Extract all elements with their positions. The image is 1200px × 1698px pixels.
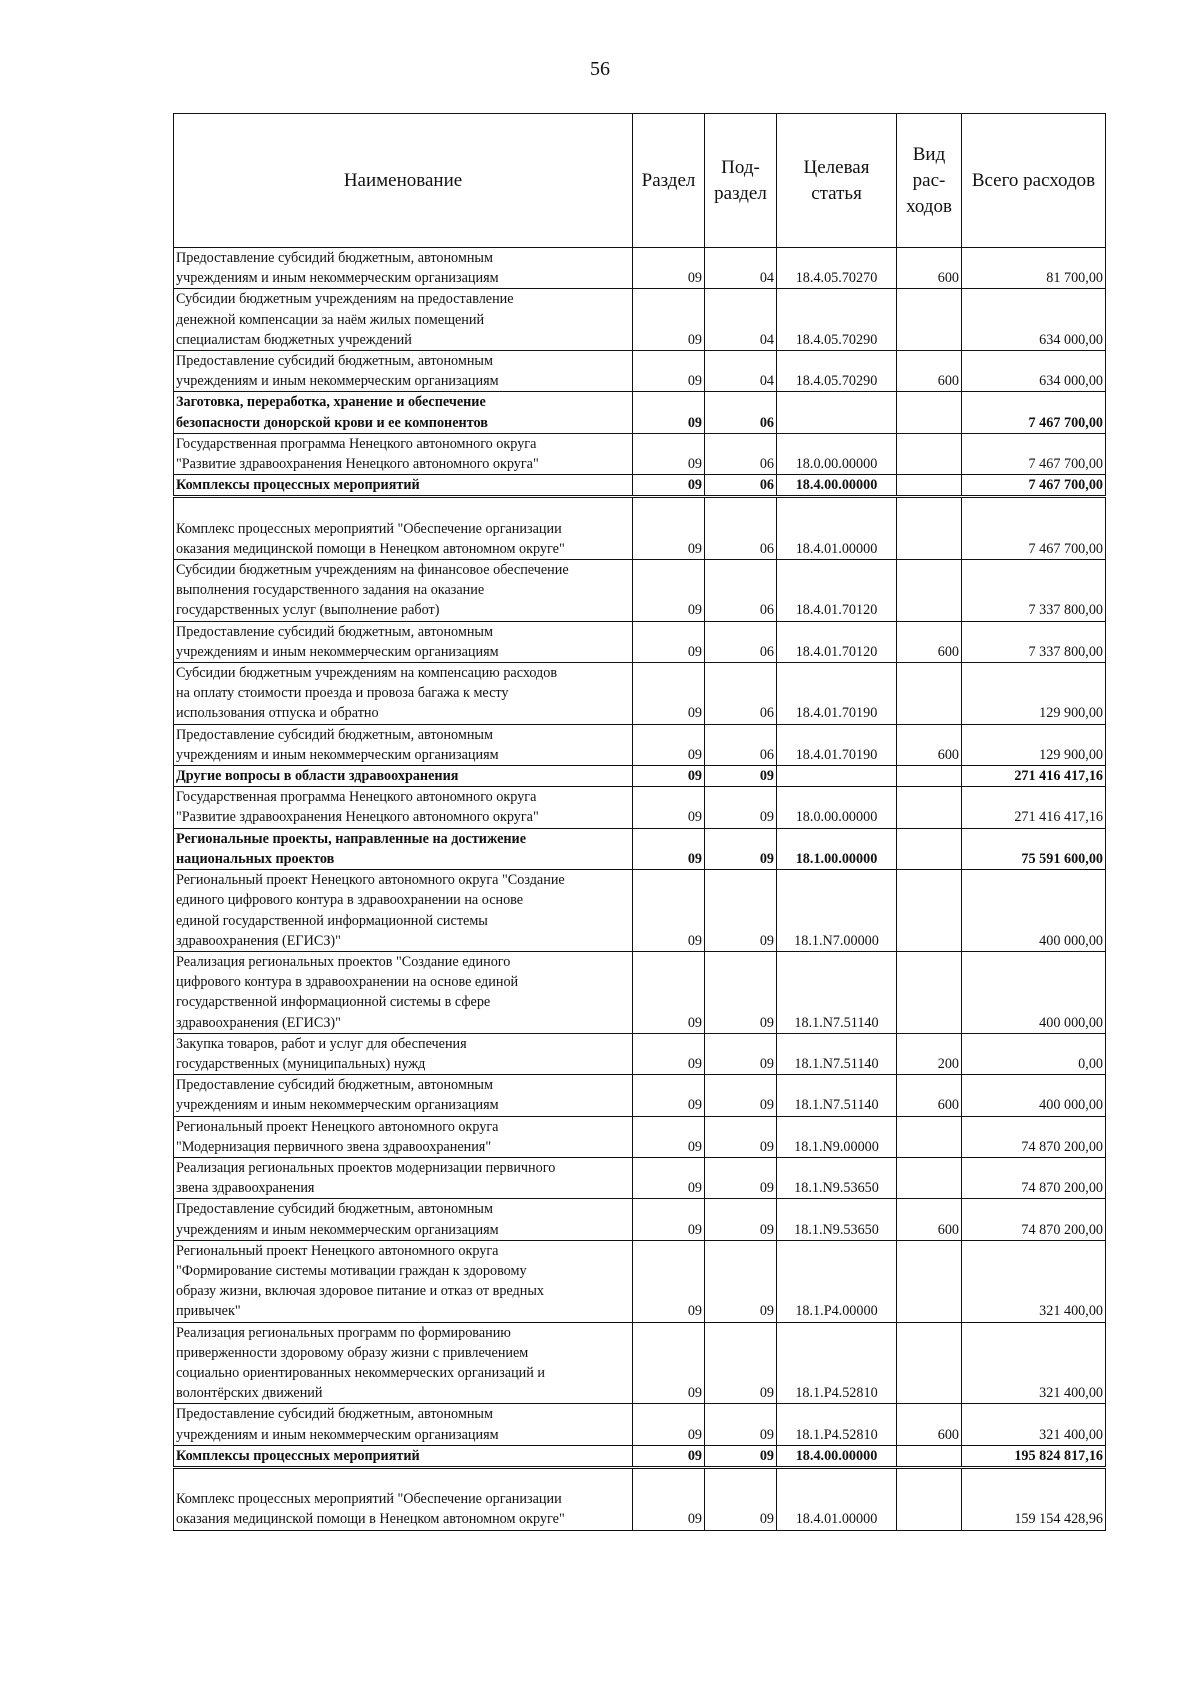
row-subsection: 09 <box>705 1240 777 1322</box>
row-type <box>897 951 962 1033</box>
table-row <box>174 1445 1106 1467</box>
table-row <box>174 951 1106 1033</box>
row-type <box>897 475 962 497</box>
row-type <box>897 766 962 787</box>
row-total: 400 000,00 <box>962 1075 1106 1116</box>
row-subsection: 09 <box>705 1116 777 1157</box>
header-name: Наименование <box>174 114 633 248</box>
row-section: 09 <box>633 663 705 725</box>
row-type <box>897 1240 962 1322</box>
budget-table <box>173 113 1106 1531</box>
row-subsection: 09 <box>705 1075 777 1116</box>
row-name: Субсидии бюджетным учреждениям на финансовое обеспечение выполнения государственного задания на оказание государственных услуг (выполнение работ) <box>174 560 633 622</box>
row-total: 74 870 200,00 <box>962 1116 1106 1157</box>
row-subsection: 09 <box>705 1157 777 1198</box>
row-type <box>897 1157 962 1198</box>
row-target: 18.4.00.00000 <box>777 475 897 497</box>
row-subsection: 06 <box>705 392 777 433</box>
row-name: Комплексы процессных мероприятий <box>174 475 633 497</box>
row-target <box>777 392 897 433</box>
row-total: 634 000,00 <box>962 351 1106 392</box>
row-section: 09 <box>633 1199 705 1240</box>
row-name: Государственная программа Ненецкого автономного округа "Развитие здравоохранения Ненецкого автономного округа" <box>174 433 633 474</box>
row-target: 18.1.N7.51140 <box>777 951 897 1033</box>
row-target: 18.4.01.70190 <box>777 724 897 765</box>
row-type: 600 <box>897 1404 962 1445</box>
row-target: 18.0.00.00000 <box>777 433 897 474</box>
row-name: Предоставление субсидий бюджетным, автономным учреждениям и иным некоммерческим организациям <box>174 1075 633 1116</box>
row-section: 09 <box>633 1404 705 1445</box>
row-type <box>897 433 962 474</box>
table-row <box>174 1199 1106 1240</box>
table-row <box>174 1404 1106 1445</box>
row-target: 18.1.N7.51140 <box>777 1033 897 1074</box>
row-name: Субсидии бюджетным учреждениям на компенсацию расходов на оплату стоимости проезда и провоза багажа к месту использования отпуска и обратно <box>174 663 633 725</box>
table-row <box>174 828 1106 869</box>
row-type <box>897 497 962 560</box>
row-section: 09 <box>633 1445 705 1467</box>
row-total: 74 870 200,00 <box>962 1157 1106 1198</box>
row-subsection: 09 <box>705 787 777 828</box>
row-target: 18.1.N9.53650 <box>777 1199 897 1240</box>
row-subsection: 06 <box>705 621 777 662</box>
table-row <box>174 621 1106 662</box>
table-row <box>174 475 1106 497</box>
table-row <box>174 351 1106 392</box>
table-row <box>174 1075 1106 1116</box>
row-total: 7 467 700,00 <box>962 497 1106 560</box>
row-name: Другие вопросы в области здравоохранения <box>174 766 633 787</box>
row-target: 18.1.P4.52810 <box>777 1322 897 1404</box>
row-subsection: 09 <box>705 1445 777 1467</box>
row-name: Предоставление субсидий бюджетным, автономным учреждениям и иным некоммерческим организациям <box>174 351 633 392</box>
row-subsection: 06 <box>705 663 777 725</box>
row-type: 600 <box>897 1199 962 1240</box>
row-name: Предоставление субсидий бюджетным, автономным учреждениям и иным некоммерческим организациям <box>174 248 633 289</box>
row-section: 09 <box>633 787 705 828</box>
header-section: Раздел <box>633 114 705 248</box>
row-type <box>897 392 962 433</box>
row-section: 09 <box>633 1075 705 1116</box>
row-subsection: 04 <box>705 248 777 289</box>
row-total: 81 700,00 <box>962 248 1106 289</box>
row-section: 09 <box>633 1157 705 1198</box>
row-total: 634 000,00 <box>962 289 1106 351</box>
row-name: Реализация региональных проектов модернизации первичного звена здравоохранения <box>174 1157 633 1198</box>
row-type <box>897 560 962 622</box>
header-subsection: Под- раздел <box>705 114 777 248</box>
row-name: Реализация региональных программ по формированию приверженности здоровому образу жизни с привлечением социально ориентированных некоммерческих организаций и волонтёрских движений <box>174 1322 633 1404</box>
row-name: Государственная программа Ненецкого автономного округа "Развитие здравоохранения Ненецкого автономного округа" <box>174 787 633 828</box>
row-subsection: 06 <box>705 475 777 497</box>
row-section: 09 <box>633 1467 705 1530</box>
row-total: 400 000,00 <box>962 951 1106 1033</box>
table-row <box>174 1157 1106 1198</box>
row-total: 7 467 700,00 <box>962 475 1106 497</box>
table-row <box>174 1322 1106 1404</box>
row-section: 09 <box>633 392 705 433</box>
row-subsection: 09 <box>705 1199 777 1240</box>
row-target: 18.1.P4.00000 <box>777 1240 897 1322</box>
row-total: 7 467 700,00 <box>962 392 1106 433</box>
row-type <box>897 1445 962 1467</box>
row-subsection: 09 <box>705 828 777 869</box>
row-type: 600 <box>897 1075 962 1116</box>
row-target: 18.4.01.00000 <box>777 497 897 560</box>
row-target: 18.1.N7.51140 <box>777 1075 897 1116</box>
row-name: Региональный проект Ненецкого автономного округа "Создание единого цифрового контура в здравоохранении на основе единой государственной информационной системы здравоохранения (ЕГИСЗ)" <box>174 870 633 952</box>
row-total: 321 400,00 <box>962 1240 1106 1322</box>
table-row <box>174 1240 1106 1322</box>
row-type: 600 <box>897 248 962 289</box>
row-section: 09 <box>633 475 705 497</box>
row-section: 09 <box>633 766 705 787</box>
row-target: 18.4.00.00000 <box>777 1445 897 1467</box>
table-header-row <box>174 114 1106 248</box>
row-section: 09 <box>633 560 705 622</box>
table-row <box>174 248 1106 289</box>
header-type: Вид рас- ходов <box>897 114 962 248</box>
row-total: 75 591 600,00 <box>962 828 1106 869</box>
row-name: Региональный проект Ненецкого автономного округа "Формирование системы мотивации граждан к здоровому образу жизни, включая здоровое питание и отказ от вредных привычек" <box>174 1240 633 1322</box>
row-name: Комплекс процессных мероприятий "Обеспечение организации оказания медицинской помощи в Ненецком автономном округе" <box>174 497 633 560</box>
table-row <box>174 663 1106 725</box>
row-target: 18.1.N7.00000 <box>777 870 897 952</box>
table-row <box>174 766 1106 787</box>
row-target: 18.4.01.70120 <box>777 621 897 662</box>
row-target: 18.1.P4.52810 <box>777 1404 897 1445</box>
row-target: 18.4.05.70290 <box>777 351 897 392</box>
row-subsection: 09 <box>705 951 777 1033</box>
row-total: 271 416 417,16 <box>962 766 1106 787</box>
row-type: 600 <box>897 724 962 765</box>
row-section: 09 <box>633 724 705 765</box>
table-row <box>174 1467 1106 1530</box>
row-section: 09 <box>633 433 705 474</box>
row-type <box>897 870 962 952</box>
row-type <box>897 828 962 869</box>
row-total: 129 900,00 <box>962 724 1106 765</box>
row-section: 09 <box>633 951 705 1033</box>
row-section: 09 <box>633 1322 705 1404</box>
row-section: 09 <box>633 497 705 560</box>
table-row <box>174 870 1106 952</box>
row-name: Реализация региональных проектов "Создание единого цифрового контура в здравоохранении на основе единой государственной информационной системы в сфере здравоохранения (ЕГИСЗ)" <box>174 951 633 1033</box>
row-total: 74 870 200,00 <box>962 1199 1106 1240</box>
row-type: 200 <box>897 1033 962 1074</box>
page-number: 56 <box>590 58 610 80</box>
row-type <box>897 1322 962 1404</box>
row-total: 129 900,00 <box>962 663 1106 725</box>
row-section: 09 <box>633 351 705 392</box>
row-subsection: 06 <box>705 724 777 765</box>
row-target: 18.4.01.70120 <box>777 560 897 622</box>
row-type <box>897 289 962 351</box>
row-subsection: 04 <box>705 351 777 392</box>
row-subsection: 06 <box>705 560 777 622</box>
row-target: 18.4.05.70270 <box>777 248 897 289</box>
table-row <box>174 1116 1106 1157</box>
row-total: 321 400,00 <box>962 1322 1106 1404</box>
row-target: 18.1.N9.00000 <box>777 1116 897 1157</box>
table-row <box>174 724 1106 765</box>
row-name: Региональный проект Ненецкого автономного округа "Модернизация первичного звена здравоохранения" <box>174 1116 633 1157</box>
row-name: Предоставление субсидий бюджетным, автономным учреждениям и иным некоммерческим организациям <box>174 724 633 765</box>
row-section: 09 <box>633 1116 705 1157</box>
row-total: 7 467 700,00 <box>962 433 1106 474</box>
row-type <box>897 663 962 725</box>
row-subsection: 09 <box>705 1404 777 1445</box>
row-name: Комплексы процессных мероприятий <box>174 1445 633 1467</box>
table-row <box>174 289 1106 351</box>
table-row <box>174 497 1106 560</box>
table-row <box>174 433 1106 474</box>
row-subsection: 09 <box>705 1467 777 1530</box>
row-total: 195 824 817,16 <box>962 1445 1106 1467</box>
row-section: 09 <box>633 621 705 662</box>
row-target: 18.4.05.70290 <box>777 289 897 351</box>
row-section: 09 <box>633 1240 705 1322</box>
row-subsection: 09 <box>705 870 777 952</box>
row-total: 400 000,00 <box>962 870 1106 952</box>
row-subsection: 06 <box>705 497 777 560</box>
row-section: 09 <box>633 289 705 351</box>
row-name: Предоставление субсидий бюджетным, автономным учреждениям и иным некоммерческим организациям <box>174 1199 633 1240</box>
row-target: 18.1.N9.53650 <box>777 1157 897 1198</box>
header-target: Целевая статья <box>777 114 897 248</box>
row-name: Предоставление субсидий бюджетным, автономным учреждениям и иным некоммерческим организациям <box>174 621 633 662</box>
row-section: 09 <box>633 248 705 289</box>
row-type: 600 <box>897 621 962 662</box>
row-target <box>777 766 897 787</box>
row-total: 271 416 417,16 <box>962 787 1106 828</box>
table-row <box>174 1033 1106 1074</box>
row-section: 09 <box>633 828 705 869</box>
row-subsection: 04 <box>705 289 777 351</box>
row-total: 159 154 428,96 <box>962 1467 1106 1530</box>
row-section: 09 <box>633 870 705 952</box>
table-row <box>174 560 1106 622</box>
row-type <box>897 1116 962 1157</box>
row-total: 321 400,00 <box>962 1404 1106 1445</box>
row-section: 09 <box>633 1033 705 1074</box>
row-target: 18.4.01.70190 <box>777 663 897 725</box>
row-name: Комплекс процессных мероприятий "Обеспечение организации оказания медицинской помощи в Ненецком автономном округе" <box>174 1467 633 1530</box>
header-total: Всего расходов <box>962 114 1106 248</box>
table-row <box>174 787 1106 828</box>
row-type: 600 <box>897 351 962 392</box>
row-name: Заготовка, переработка, хранение и обеспечение безопасности донорской крови и ее компонентов <box>174 392 633 433</box>
row-total: 7 337 800,00 <box>962 560 1106 622</box>
row-total: 0,00 <box>962 1033 1106 1074</box>
row-target: 18.0.00.00000 <box>777 787 897 828</box>
row-target: 18.1.00.00000 <box>777 828 897 869</box>
row-subsection: 06 <box>705 433 777 474</box>
row-subsection: 09 <box>705 1322 777 1404</box>
row-type <box>897 787 962 828</box>
row-name: Закупка товаров, работ и услуг для обеспечения государственных (муниципальных) нужд <box>174 1033 633 1074</box>
row-type <box>897 1467 962 1530</box>
row-name: Предоставление субсидий бюджетным, автономным учреждениям и иным некоммерческим организациям <box>174 1404 633 1445</box>
row-subsection: 09 <box>705 1033 777 1074</box>
row-name: Субсидии бюджетным учреждениям на предоставление денежной компенсации за наём жилых помещений специалистам бюджетных учреждений <box>174 289 633 351</box>
table-row <box>174 392 1106 433</box>
row-total: 7 337 800,00 <box>962 621 1106 662</box>
row-subsection: 09 <box>705 766 777 787</box>
row-name: Региональные проекты, направленные на достижение национальных проектов <box>174 828 633 869</box>
row-target: 18.4.01.00000 <box>777 1467 897 1530</box>
